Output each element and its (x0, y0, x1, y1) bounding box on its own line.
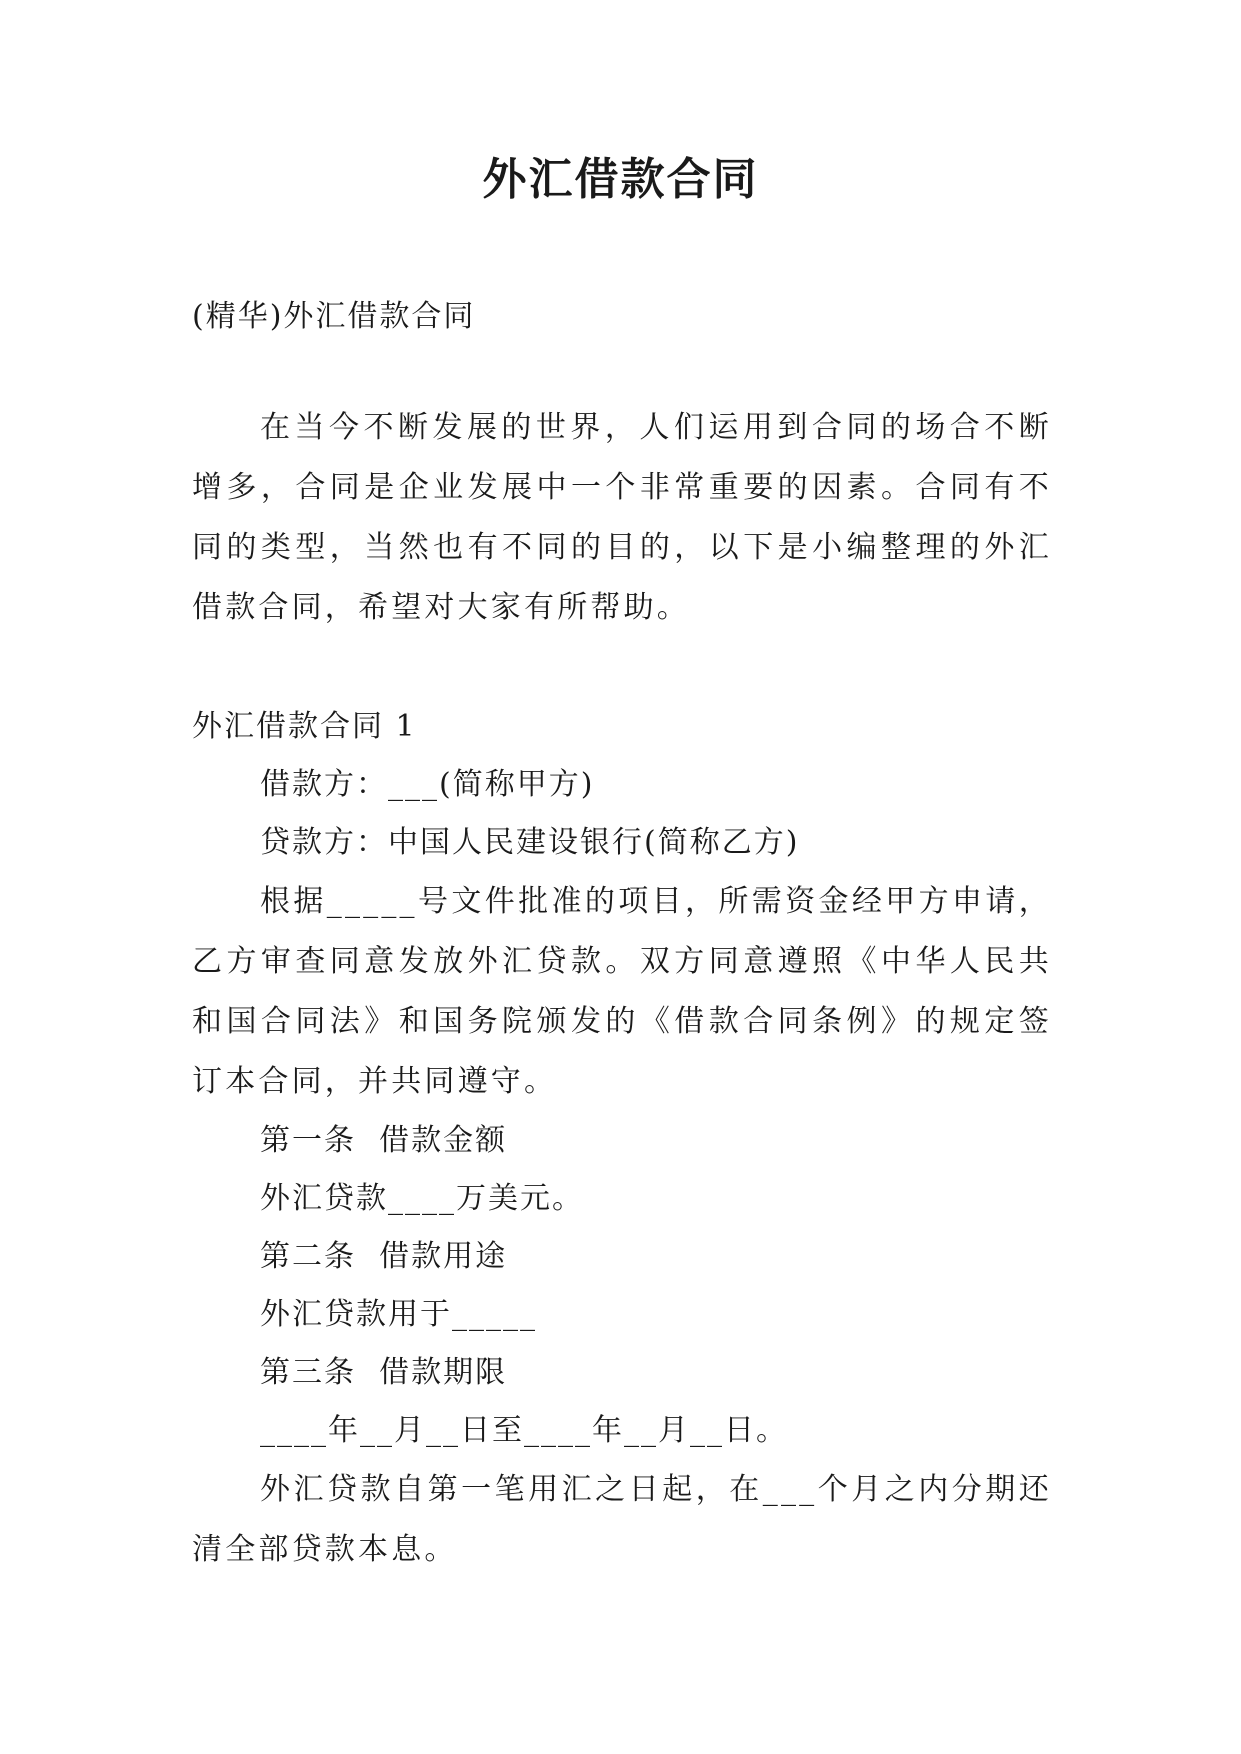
document-title: 外汇借款合同 (482, 154, 759, 205)
article-2-text: 外汇贷款用于_____ (260, 1297, 537, 1332)
article-3-dates: ____年__月__日至____年__月__日。 (260, 1413, 788, 1448)
basis-paragraph: 根据_____号文件批准的项目，所需资金经甲方申请，乙方审查同意发放外汇贷款。双方同意遵照《中华人民共和国合同法》和国务院颁发的《借款合同条例》的规定签订本合同，并共同遵守。 (192, 884, 1052, 1099)
lender-line: 贷款方：中国人民建设银行(简称乙方) (260, 825, 800, 860)
article-1-text: 外汇贷款____万美元。 (260, 1181, 584, 1216)
article-3-title: 第三条 借款期限 (260, 1355, 508, 1390)
section-heading: 外汇借款合同 1 (192, 709, 417, 744)
article-1-title: 第一条 借款金额 (260, 1123, 508, 1158)
article-2-title: 第二条 借款用途 (260, 1239, 508, 1274)
article-3-text: 外汇贷款自第一笔用汇之日起，在___个月之内分期还清全部贷款本息。 (192, 1472, 1052, 1567)
borrower-line: 借款方：___(简称甲方) (260, 767, 595, 802)
intro-paragraph: 在当今不断发展的世界，人们运用到合同的场合不断增多，合同是企业发展中一个非常重要的因素。合同有不同的类型，当然也有不同的目的，以下是小编整理的外汇借款合同，希望对大家有所帮助。 (192, 410, 1052, 625)
document-subtitle: (精华)外汇借款合同 (192, 299, 476, 334)
document-body (192, 288, 1052, 1580)
